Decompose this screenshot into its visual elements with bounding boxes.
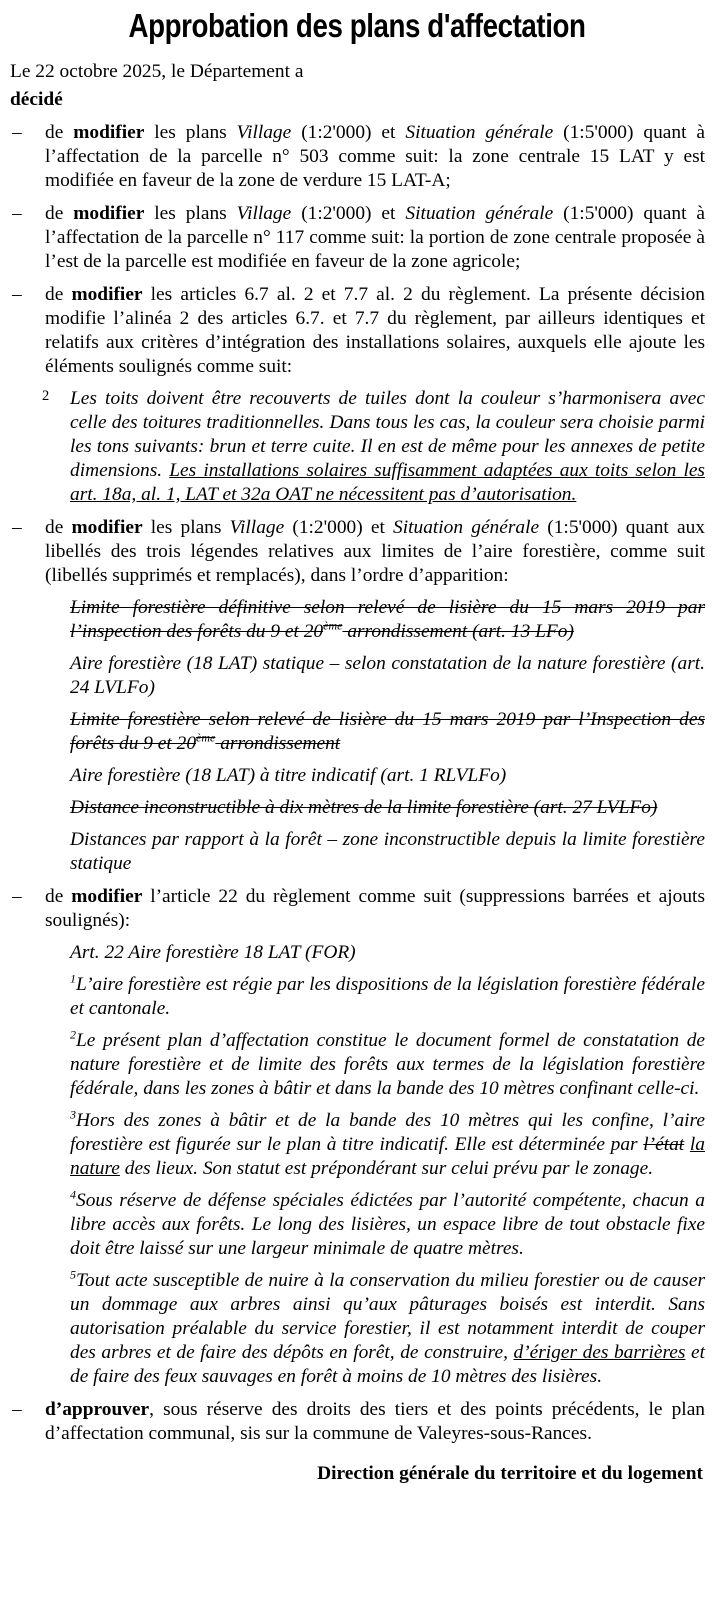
text-run: et de faire des feux sauvages en forêt à moins de 10 mètres des lisières.: [70, 1342, 705, 1387]
article-22-alinea-3: [70, 1109, 705, 1181]
legende-supprimee-1: [70, 596, 705, 644]
text-run: la nature: [70, 1134, 705, 1179]
text-run: Les toits doivent être recouverts de tuiles dont la couleur s’harmonisera avec celle des toitures traditionnelles. Dans tous les cas, la couleur sera choisie parmi les tons suivants: brun et terre cuite. Il en est de même pour les annexes de petite dimensions.: [70, 388, 705, 481]
text-run: de: [45, 886, 72, 907]
article-22-titre: [70, 941, 705, 965]
item-text: [45, 284, 705, 377]
text-run: d’ériger des barrières: [513, 1342, 686, 1363]
article-22-alinea-4: [70, 1189, 705, 1261]
legende-remplacee-2: [70, 764, 705, 788]
article-22-alinea-2: [70, 1029, 705, 1101]
quote-article-toits: [42, 387, 705, 507]
decision-item-parcelle-503: [10, 121, 705, 193]
superscript-marker: 3: [70, 1107, 77, 1122]
superscript-marker: ème: [323, 618, 343, 633]
list-dash: –: [12, 517, 22, 538]
decision-word: décidé: [10, 89, 63, 110]
legende-supprimee-2: [70, 708, 705, 756]
decision-item-approuver: [10, 1398, 705, 1446]
text-run: les plans: [142, 517, 230, 538]
text-run: Art. 22 Aire forestière 18 LAT (FOR): [70, 942, 356, 963]
list-dash: –: [12, 284, 22, 305]
decision-item-article-22: [10, 885, 705, 933]
text-run: (1:5'000) quant à l’affectation de la parcelle n° 503 comme suit: la zone centrale 15 LAT y est modifiée en faveur de la zone de verdure 15 LAT-A;: [45, 122, 706, 191]
text-run: L’aire forestière est régie par les dispositions de la législation forestière fédérale et cantonale.: [70, 974, 705, 1019]
text-run: Limite forestière définitive selon relevé de lisière du 15 mars 2019 par l’inspection des forêts du 9 et 20: [70, 597, 705, 642]
decision-item-articles-67-77: [10, 283, 705, 379]
text-run: Tout acte susceptible de nuire à la conservation du milieu forestier ou de causer un dommage aux arbres ainsi qu’aux pâturages boisés est interdit. Sans autorisation préalable du service forestier, il est notamment interdit de couper des arbres et de faire des dépôts en forêt, de construire,: [70, 1270, 705, 1363]
text-run: Aire forestière (18 LAT) statique – selon constatation de la nature forestière (art. 24 LVLFo): [70, 653, 705, 698]
superscript-marker: ème: [196, 730, 216, 745]
superscript-marker: 1: [70, 971, 77, 986]
text-run: arrondissement (art. 13 LFo): [342, 621, 574, 642]
list-dash: –: [12, 203, 22, 224]
text-run: modifier: [71, 284, 143, 305]
text-run: (1:5'000) quant à l’affectation de la parcelle n° 117 comme suit: la portion de zone centrale proposée à l’est de la parcelle est modifiée en faveur de la zone agricole;: [45, 203, 706, 272]
text-run: les articles 6.7 al. 2 et 7.7 al. 2 du règlement. La présente décision modifie l’alinéa 2 des articles 6.7. et 7.7 du règlement, par ailleurs identiques et relatifs aux critères d’intégration des installations solaires, auxquels elle ajoute les éléments soulignés comme suit:: [45, 284, 705, 377]
paragraph-number: 2: [42, 388, 50, 404]
decision-item-parcelle-117: [10, 202, 705, 274]
superscript-marker: 5: [70, 1267, 77, 1282]
text-run: modifier: [73, 203, 145, 224]
text-run: Distances par rapport à la forêt – zone inconstructible depuis la limite forestière statique: [70, 829, 705, 874]
text-run: de: [45, 517, 72, 538]
legende-remplacee-3: [70, 828, 705, 876]
text-run: modifier: [71, 517, 143, 538]
text-run: l’article 22 du règlement comme suit (suppressions barrées et ajouts soulignés):: [45, 886, 705, 931]
text-run: de: [45, 203, 74, 224]
text-run: , sous réserve des droits des tiers et des points précédents, le plan d’affectation communal, sis sur la commune de Valeyres-sous-Rances.: [45, 1399, 705, 1444]
text-run: Village: [236, 203, 292, 224]
text-run: les plans: [144, 203, 237, 224]
text-run: Village: [229, 517, 285, 538]
text-run: l’état: [643, 1134, 685, 1155]
text-run: Limite forestière selon relevé de lisière du 15 mars 2019 par l’Inspection des forêts du 9 et 20: [70, 709, 705, 754]
text-run: Aire forestière (18 LAT) à titre indicatif (art. 1 RLVLFo): [70, 765, 507, 786]
item-text: [45, 122, 705, 191]
text-run: Sous réserve de défense spéciales édictées par l’autorité compétente, chacun a libre accès aux forêts. Le long des lisières, un espace libre de tout obstacle fixe doit être laissé sur une largeur minimale de quatre mètres.: [70, 1190, 705, 1259]
decision-item-legendes: [10, 516, 705, 588]
item-text: [45, 517, 705, 586]
list-dash: –: [12, 122, 22, 143]
decision-list: [10, 121, 705, 1446]
list-dash: –: [12, 886, 22, 907]
text-run: des lieux. Son statut est prépondérant sur celui prévu par le zonage.: [119, 1158, 654, 1179]
text-run: (1:2'000) et: [291, 122, 406, 143]
article-22-alinea-1: [70, 973, 705, 1021]
page-title-text: Approbation des plans d'affectation: [128, 7, 587, 44]
text-run: Hors des zones à bâtir et de la bande des 10 mètres qui les confine, l’aire forestière est figurée sur le plan à titre indicatif. Elle est déterminée par: [70, 1110, 705, 1155]
superscript-marker: 4: [70, 1187, 77, 1202]
text-run: arrondissement: [215, 733, 341, 754]
article-22-alinea-5: [70, 1269, 705, 1389]
text-run: de: [45, 122, 74, 143]
text-run: modifier: [71, 886, 143, 907]
text-run: Situation générale: [393, 517, 540, 538]
page-title: [10, 6, 705, 46]
text-run: Situation générale: [405, 203, 554, 224]
text-run: Le présent plan d’affectation constitue le document formel de constatation de nature forestière et de limite des forêts aux termes de la législation forestière fédérale, dans les zones à bâtir et dans la bande des 10 mètres confinant celle-ci.: [70, 1030, 705, 1099]
text-run: d’approuver: [45, 1399, 150, 1420]
text-run: Distance inconstructible à dix mètres de la limite forestière (art. 27 LVLFo): [70, 797, 658, 818]
text-run: Situation générale: [405, 122, 554, 143]
text-run: (1:2'000) et: [284, 517, 394, 538]
legende-supprimee-3: [70, 796, 705, 820]
item-text: [45, 1399, 705, 1444]
item-text: [45, 203, 705, 272]
intro-line: Le 22 octobre 2025, le Département a: [10, 61, 304, 82]
text-run: modifier: [73, 122, 145, 143]
text-run: (1:5'000) quant aux libellés des trois légendes relatives aux limites de l’aire forestière, comme suit (libellés supprimés et remplacés), dans l’ordre d’apparition:: [45, 517, 706, 586]
text-run: Les installations solaires suffisamment adaptées aux toits selon les art. 18a, al. 1, LAT et 32a OAT ne nécessitent pas d’autorisation.: [70, 460, 705, 505]
text-run: (1:2'000) et: [291, 203, 406, 224]
item-text: [45, 886, 705, 931]
text-run: Village: [236, 122, 292, 143]
text-run: de: [45, 284, 72, 305]
legende-remplacee-1: [70, 652, 705, 700]
signature-line: Direction générale du territoire et du logement: [317, 1463, 703, 1484]
list-dash: –: [12, 1399, 22, 1420]
superscript-marker: 2: [70, 1027, 77, 1042]
text-run: les plans: [144, 122, 237, 143]
